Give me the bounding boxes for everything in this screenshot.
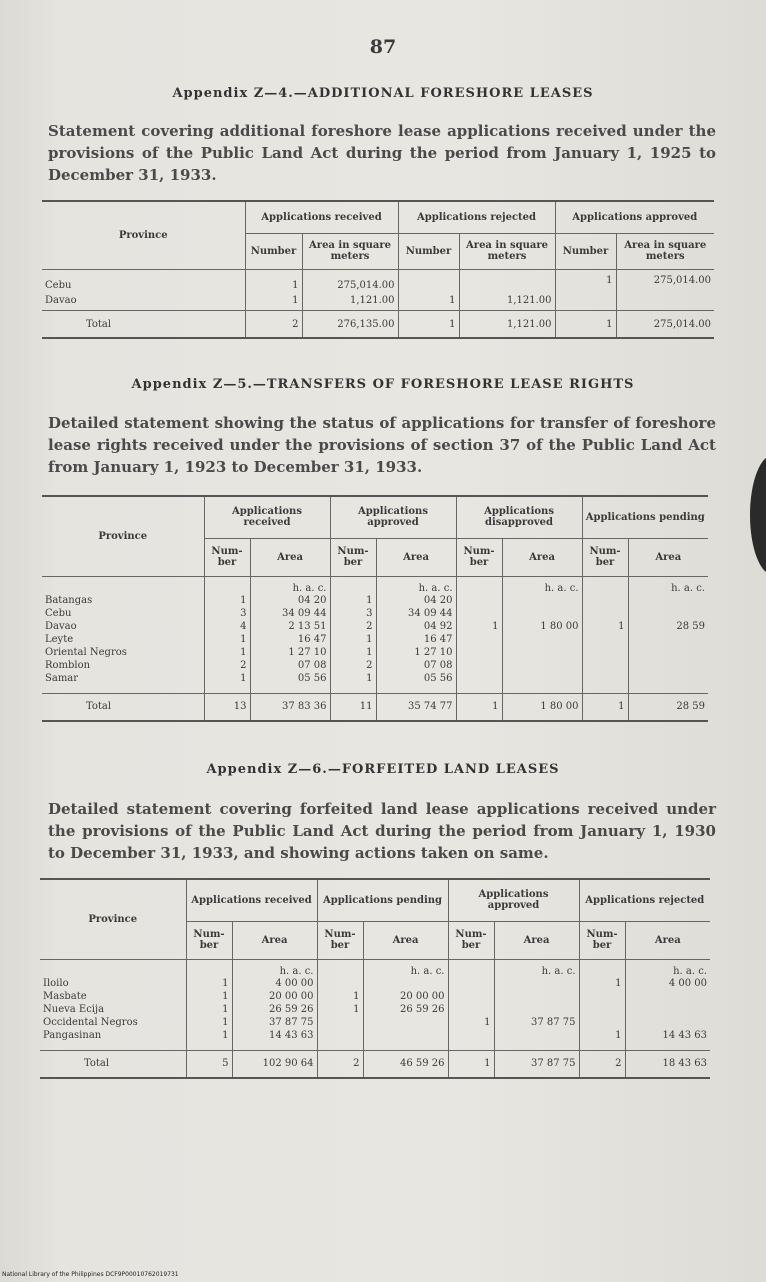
- area-cell: 07 08: [376, 659, 456, 672]
- number-cell: [456, 646, 502, 659]
- area-cell: [502, 659, 582, 672]
- z4-sub-number: Number: [245, 233, 302, 269]
- number-cell: 1: [330, 646, 376, 659]
- number-cell: [582, 594, 628, 607]
- number-cell: 11: [330, 693, 376, 721]
- z4-col-province: Province: [42, 201, 245, 269]
- number-cell: [456, 633, 502, 646]
- area-cell: [363, 1029, 448, 1042]
- z5-table: [42, 495, 708, 722]
- library-footer: National Library of the Philippines DCF9P00010762019731: [2, 1271, 179, 1278]
- area-cell: 35 74 77: [376, 693, 456, 721]
- number-cell: [579, 1016, 625, 1029]
- number-cell: 1: [582, 620, 628, 633]
- number-cell: 1: [186, 990, 232, 1003]
- total-label: Total: [42, 693, 204, 721]
- number-cell: 1: [186, 1029, 232, 1042]
- z5-col-province: Province: [42, 496, 204, 576]
- z6-paragraph: Detailed statement covering forfeited land lease applications received under the provisions of the Public Land Act during the period from January 1, 1930 to December 31, 1933, and showing actions taken on same.: [48, 800, 716, 862]
- area-cell: [628, 672, 708, 685]
- number-cell: 1: [448, 1050, 494, 1078]
- units-label: h. a. c.: [376, 576, 456, 594]
- units-row: [40, 959, 710, 977]
- number-cell: [582, 633, 628, 646]
- z6-group-header: Applications approved: [448, 879, 579, 921]
- number-cell: [456, 659, 502, 672]
- area-cell: 1 27 10: [376, 646, 456, 659]
- z5-sub-number: Num-ber: [582, 538, 628, 576]
- province-cell: Occidental Negros: [43, 1017, 138, 1028]
- total-row: [42, 693, 708, 721]
- area-cell: [628, 633, 708, 646]
- number-cell: [448, 1029, 494, 1042]
- area-cell: 275,014.00: [616, 269, 714, 291]
- area-cell: 1,121.00: [302, 291, 398, 311]
- z6-sub-number: Num-ber: [317, 921, 363, 959]
- z4-paragraph: Statement covering additional foreshore lease applications received under the provisions of the Public Land Act during the period from January 1, 1925 to December 31, 1933.: [48, 122, 716, 184]
- province-cell: Pangasinan: [43, 1030, 102, 1041]
- area-cell: 04 92: [376, 620, 456, 633]
- area-cell: 16 47: [376, 633, 456, 646]
- z5-sub-area: Area: [502, 538, 582, 576]
- z6-sub-number: Num-ber: [579, 921, 625, 959]
- province-cell: Cebu: [45, 279, 72, 291]
- units-label: h. a. c.: [250, 576, 330, 594]
- units-label: h. a. c.: [363, 959, 448, 977]
- number-cell: [582, 672, 628, 685]
- number-cell: [448, 977, 494, 990]
- table-row: [40, 1003, 710, 1016]
- area-cell: 34 09 44: [376, 607, 456, 620]
- area-cell: [625, 1016, 710, 1029]
- total-label: Total: [40, 1050, 186, 1078]
- number-cell: 2: [204, 659, 250, 672]
- number-cell: 1: [204, 672, 250, 685]
- number-cell: [398, 269, 459, 291]
- area-cell: 28 59: [628, 693, 708, 721]
- z4-heading: Appendix Z—4.—ADDITIONAL FORESHORE LEASES: [172, 86, 594, 101]
- units-row: [42, 576, 708, 594]
- number-cell: [582, 607, 628, 620]
- number-cell: 2: [579, 1050, 625, 1078]
- z6-sub-area: Area: [232, 921, 317, 959]
- area-cell: 276,135.00: [302, 311, 398, 339]
- number-cell: 3: [330, 607, 376, 620]
- number-cell: 1: [398, 311, 459, 339]
- province-cell: Iloilo: [43, 978, 69, 989]
- number-cell: 1: [186, 977, 232, 990]
- area-cell: [625, 1003, 710, 1016]
- area-cell: [502, 607, 582, 620]
- units-label: h. a. c.: [494, 959, 579, 977]
- table-row: [42, 607, 708, 620]
- province-cell: Nueva Ecija: [43, 1004, 105, 1015]
- z5-group-header: Applications approved: [330, 496, 456, 538]
- z6-group-header: Applications pending: [317, 879, 448, 921]
- area-cell: [494, 1003, 579, 1016]
- number-cell: 1: [330, 633, 376, 646]
- area-cell: [502, 672, 582, 685]
- area-cell: 275,014.00: [616, 311, 714, 339]
- area-cell: [494, 990, 579, 1003]
- number-cell: 1: [245, 269, 302, 291]
- area-cell: 04 20: [250, 594, 330, 607]
- z5-heading: Appendix Z—5.—TRANSFERS OF FORESHORE LEASE RIGHTS: [131, 377, 635, 392]
- z5-sub-area: Area: [376, 538, 456, 576]
- z4-sub-area: Area in square meters: [302, 233, 398, 269]
- number-cell: [582, 646, 628, 659]
- z5-paragraph: Detailed statement showing the status of applications for transfer of foreshore lease rights received under the provisions of section 37 of the Public Land Act from January 1, 1923 to December 31, 1933.: [48, 414, 716, 476]
- number-cell: [456, 607, 502, 620]
- table-row: [42, 594, 708, 607]
- number-cell: 1: [330, 594, 376, 607]
- area-cell: 16 47: [250, 633, 330, 646]
- province-cell: Davao: [45, 294, 77, 306]
- area-cell: 14 43 63: [625, 1029, 710, 1042]
- number-cell: [579, 1003, 625, 1016]
- table-row: [42, 659, 708, 672]
- z5-sub-number: Num-ber: [204, 538, 250, 576]
- z6-sub-number: Num-ber: [448, 921, 494, 959]
- z4-sub-number: Number: [398, 233, 459, 269]
- number-cell: 3: [204, 607, 250, 620]
- z6-sub-area: Area: [363, 921, 448, 959]
- table-row: [42, 633, 708, 646]
- area-cell: 37 87 75: [494, 1050, 579, 1078]
- number-cell: [456, 672, 502, 685]
- number-cell: 2: [317, 1050, 363, 1078]
- z5-sub-number: Num-ber: [330, 538, 376, 576]
- area-cell: 1 27 10: [250, 646, 330, 659]
- number-cell: 2: [330, 659, 376, 672]
- page-number: 87: [369, 36, 397, 58]
- area-cell: [494, 1029, 579, 1042]
- z5-group-header: Applications pending: [582, 496, 708, 538]
- area-cell: 34 09 44: [250, 607, 330, 620]
- number-cell: [456, 594, 502, 607]
- province-cell: Davao: [45, 621, 77, 632]
- area-cell: 1,121.00: [459, 291, 555, 311]
- z5-sub-area: Area: [250, 538, 330, 576]
- area-cell: [628, 659, 708, 672]
- area-cell: 20 00 00: [232, 990, 317, 1003]
- area-cell: [502, 646, 582, 659]
- number-cell: 1: [555, 311, 616, 339]
- number-cell: 1: [330, 672, 376, 685]
- units-label: h. a. c.: [232, 959, 317, 977]
- area-cell: [494, 977, 579, 990]
- number-cell: 1: [582, 693, 628, 721]
- number-cell: 1: [555, 269, 616, 291]
- number-cell: 5: [186, 1050, 232, 1078]
- area-cell: 05 56: [376, 672, 456, 685]
- scan-edge-blot: [750, 455, 766, 575]
- table-row: [42, 672, 708, 685]
- area-cell: 275,014.00: [302, 269, 398, 291]
- province-cell: Cebu: [45, 608, 72, 619]
- province-cell: Oriental Negros: [45, 647, 127, 658]
- z5-group-header: Applications received: [204, 496, 330, 538]
- province-cell: Samar: [45, 673, 79, 684]
- number-cell: [448, 1003, 494, 1016]
- province-cell: Romblon: [45, 660, 91, 671]
- area-cell: 05 56: [250, 672, 330, 685]
- z5-sub-number: Num-ber: [456, 538, 502, 576]
- number-cell: [317, 977, 363, 990]
- number-cell: 13: [204, 693, 250, 721]
- z6-table: [40, 878, 710, 1079]
- z6-col-province: Province: [40, 879, 186, 959]
- z4-sub-area: Area in square meters: [616, 233, 714, 269]
- area-cell: 28 59: [628, 620, 708, 633]
- number-cell: 4: [204, 620, 250, 633]
- number-cell: [582, 659, 628, 672]
- z6-group-header: Applications rejected: [579, 879, 710, 921]
- number-cell: 1: [204, 646, 250, 659]
- area-cell: [459, 269, 555, 291]
- table-row: [42, 646, 708, 659]
- z4-sub-number: Number: [555, 233, 616, 269]
- area-cell: 102 90 64: [232, 1050, 317, 1078]
- area-cell: 1,121.00: [459, 311, 555, 339]
- number-cell: 1: [448, 1016, 494, 1029]
- area-cell: [616, 291, 714, 311]
- z4-group-received: Applications received: [245, 201, 398, 233]
- z5-sub-area: Area: [628, 538, 708, 576]
- number-cell: [579, 990, 625, 1003]
- units-label: h. a. c.: [502, 576, 582, 594]
- z6-sub-number: Num-ber: [186, 921, 232, 959]
- number-cell: [448, 990, 494, 1003]
- table-row: [42, 620, 708, 633]
- z6-group-header: Applications received: [186, 879, 317, 921]
- units-label: h. a. c.: [625, 959, 710, 977]
- number-cell: 1: [579, 977, 625, 990]
- number-cell: 1: [456, 693, 502, 721]
- number-cell: 1: [245, 291, 302, 311]
- z4-group-rejected: Applications rejected: [398, 201, 555, 233]
- area-cell: 20 00 00: [363, 990, 448, 1003]
- area-cell: 46 59 26: [363, 1050, 448, 1078]
- total-row: [40, 1050, 710, 1078]
- z6-sub-area: Area: [494, 921, 579, 959]
- number-cell: 1: [398, 291, 459, 311]
- number-cell: 1: [204, 633, 250, 646]
- number-cell: 1: [186, 1003, 232, 1016]
- area-cell: 18 43 63: [625, 1050, 710, 1078]
- area-cell: 37 83 36: [250, 693, 330, 721]
- z5-group-header: Applications disapproved: [456, 496, 582, 538]
- area-cell: 1 80 00: [502, 620, 582, 633]
- area-cell: 26 59 26: [363, 1003, 448, 1016]
- area-cell: 2 13 51: [250, 620, 330, 633]
- number-cell: 2: [330, 620, 376, 633]
- units-label: h. a. c.: [628, 576, 708, 594]
- table-row: [42, 291, 714, 311]
- province-cell: Batangas: [45, 595, 93, 606]
- table-row: [40, 1029, 710, 1042]
- area-cell: 26 59 26: [232, 1003, 317, 1016]
- area-cell: 07 08: [250, 659, 330, 672]
- z6-heading: Appendix Z—6.—FORFEITED LAND LEASES: [206, 762, 560, 777]
- province-cell: Masbate: [43, 991, 87, 1002]
- area-cell: [502, 633, 582, 646]
- area-cell: [628, 594, 708, 607]
- number-cell: [555, 291, 616, 311]
- number-cell: 1: [456, 620, 502, 633]
- number-cell: 1: [317, 990, 363, 1003]
- area-cell: 04 20: [376, 594, 456, 607]
- table-row: [40, 977, 710, 990]
- number-cell: [317, 1029, 363, 1042]
- province-cell: Leyte: [45, 634, 74, 645]
- z6-sub-area: Area: [625, 921, 710, 959]
- table-row: [40, 1016, 710, 1029]
- z4-table: [42, 200, 714, 339]
- area-cell: 1 80 00: [502, 693, 582, 721]
- total-label: Total: [42, 311, 245, 339]
- number-cell: 2: [245, 311, 302, 339]
- number-cell: 1: [579, 1029, 625, 1042]
- number-cell: 1: [186, 1016, 232, 1029]
- table-row: [40, 990, 710, 1003]
- area-cell: 14 43 63: [232, 1029, 317, 1042]
- area-cell: 4 00 00: [625, 977, 710, 990]
- number-cell: [317, 1016, 363, 1029]
- area-cell: 37 87 75: [232, 1016, 317, 1029]
- table-row: [42, 269, 714, 291]
- area-cell: [363, 977, 448, 990]
- z4-sub-area: Area in square meters: [459, 233, 555, 269]
- area-cell: [502, 594, 582, 607]
- total-row: [42, 311, 714, 339]
- area-cell: [628, 607, 708, 620]
- number-cell: 1: [204, 594, 250, 607]
- area-cell: [625, 990, 710, 1003]
- number-cell: 1: [317, 1003, 363, 1016]
- z4-group-approved: Applications approved: [555, 201, 714, 233]
- area-cell: [628, 646, 708, 659]
- area-cell: 37 87 75: [494, 1016, 579, 1029]
- area-cell: 4 00 00: [232, 977, 317, 990]
- area-cell: [363, 1016, 448, 1029]
